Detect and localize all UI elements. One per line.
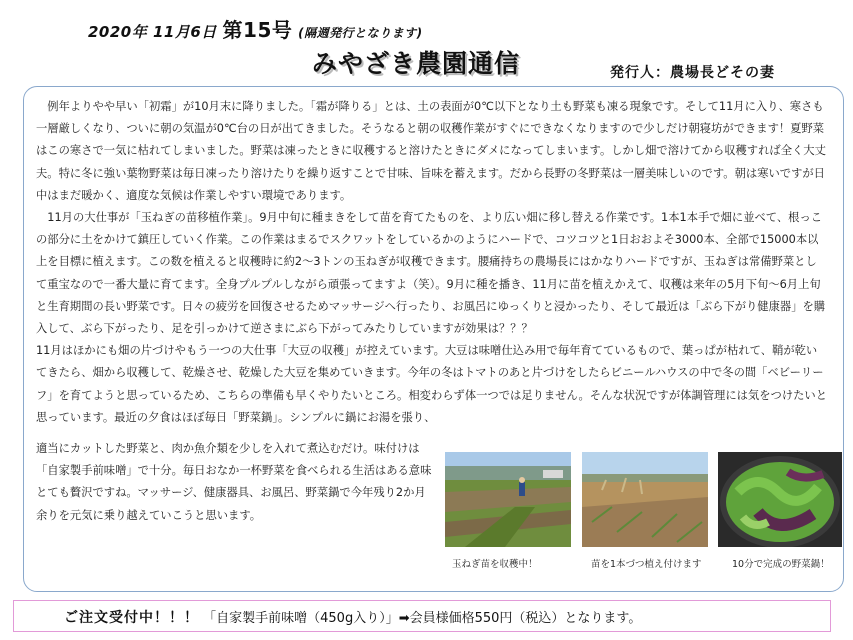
paragraph-vegetable-hotpot: 適当にカットした野菜と、肉か魚介類を少しを入れて煮込むだけ。味付けは「自家製手前味噌」で十分。毎日おなか一杯野菜を食べられる生活はある意味とても贅沢ですね。マッサージ、健康器具、お風呂、野菜鍋で今年残り2か月余りを元気に乗り越えていこうと思います。 [36,442,432,522]
onion-field-photo [445,452,571,547]
photo-caption-3: 10分で完成の野菜鍋！ [732,559,830,570]
publisher-line: 発行人：農場長どその妻 [610,65,775,81]
order-lead: ご注文受付中！！！ [64,610,199,626]
photo-caption-1: 玉ねぎ苗を収穫中！ [452,559,538,570]
paragraph-first-frost: 例年よりやや早い「初霜」が10月末に降りました。「霜が降りる」とは、土の表面が0℃以下となり土も野菜も凍る現象です。そして11月に入り、寒さも一層厳しくなり、ついに朝の気温が0℃台の日が出てきました。そうなると朝の収穫作業がすぐにできなくなりますので少しだけ朝寝坊ができます！夏野菜はこの寒さで一気に枯れてしまいました。野菜は凍ったときに収穫すると溶けたときにダメになってしまいます。しかし畑で溶けてから収穫すれば全く大丈夫。特に冬に強い葉物野菜は毎日凍ったり溶けたりを繰り返すことで甘味、旨味を蓄えます。だから長野の冬野菜は一層美味しいのです。朝は寒いですが日中はまだ暖かく、適度な気候は作業しやすい環境であります。 [36,100,826,202]
issue-header [88,14,423,43]
issue-date: 2020年 11月6日 [88,23,217,41]
newsletter-title: みやざき農園通信 [312,49,521,78]
article-body [36,96,828,429]
issue-number: 第15号 [222,18,293,42]
order-text [64,607,641,627]
planting-photo [582,452,708,547]
photo-caption-2: 苗を1本づつ植え付けます [591,559,702,570]
paragraph-soybean-harvest: 11月はほかにも畑の片づけやもう一つの大仕事「大豆の収穫」が控えています。大豆は味噌仕込み用で毎年育てているもので、葉っぱが枯れて、鞘が乾いてきたら、畑から収穫して、乾燥させ、乾燥した大豆を集めていきます。今年の冬はトマトのあと片づけをしたらビニールハウスの中で冬の間「ベビーリーフ」を育てようと思っているため、こちらの準備も早くやりたいところ。相変わらず体一つでは足りません。そんな状況ですが体調管理には気をつけたいと思っています。最近の夕食はほぼ毎日「野菜鍋」。シンプルに鍋にお湯を張り、 [36,344,828,424]
paragraph-onion-planting: 11月の大仕事が「玉ねぎの苗移植作業」。9月中旬に種まきをして苗を育てたものを、より広い畑に移し替える作業です。1本1本手で畑に並べて、根っこの部分に土をかけて鎮圧していく作業。この作業はまるでスクワットをしているかのようにハードで、コツコツと1日おおよそ3000本、全部で15000本以上を目標に植えます。この数を植えると収穫時に約2～3トンの玉ねぎが収穫できます。腰痛持ちの農場長にはかなりハードですが、玉ねぎは常備野菜として重宝なので一番大量に育てます。全身プルプルしながら頑張ってますよ（笑）。9月に種を播き、11月に苗を植えかえて、収穫は来年の5月下旬～6月上旬と生育期間の長い野菜です。日々の疲労を回復させるためマッサージへ行ったり、お風呂にゆっくりと浸かったり、そして最近は「ぶら下がり健康器」を購入して、ぶら下がったり、足を引っかけて逆さまにぶら下がってみたりしていますが効果は？？？ [36,211,826,336]
vegetable-hotpot-photo [718,452,842,547]
order-detail: 「自家製手前味噌（450g入り）」➡会員様価格550円（税込）となります。 [203,611,642,626]
article-side [36,438,436,527]
issue-note: (隔週発行となります) [298,26,423,40]
